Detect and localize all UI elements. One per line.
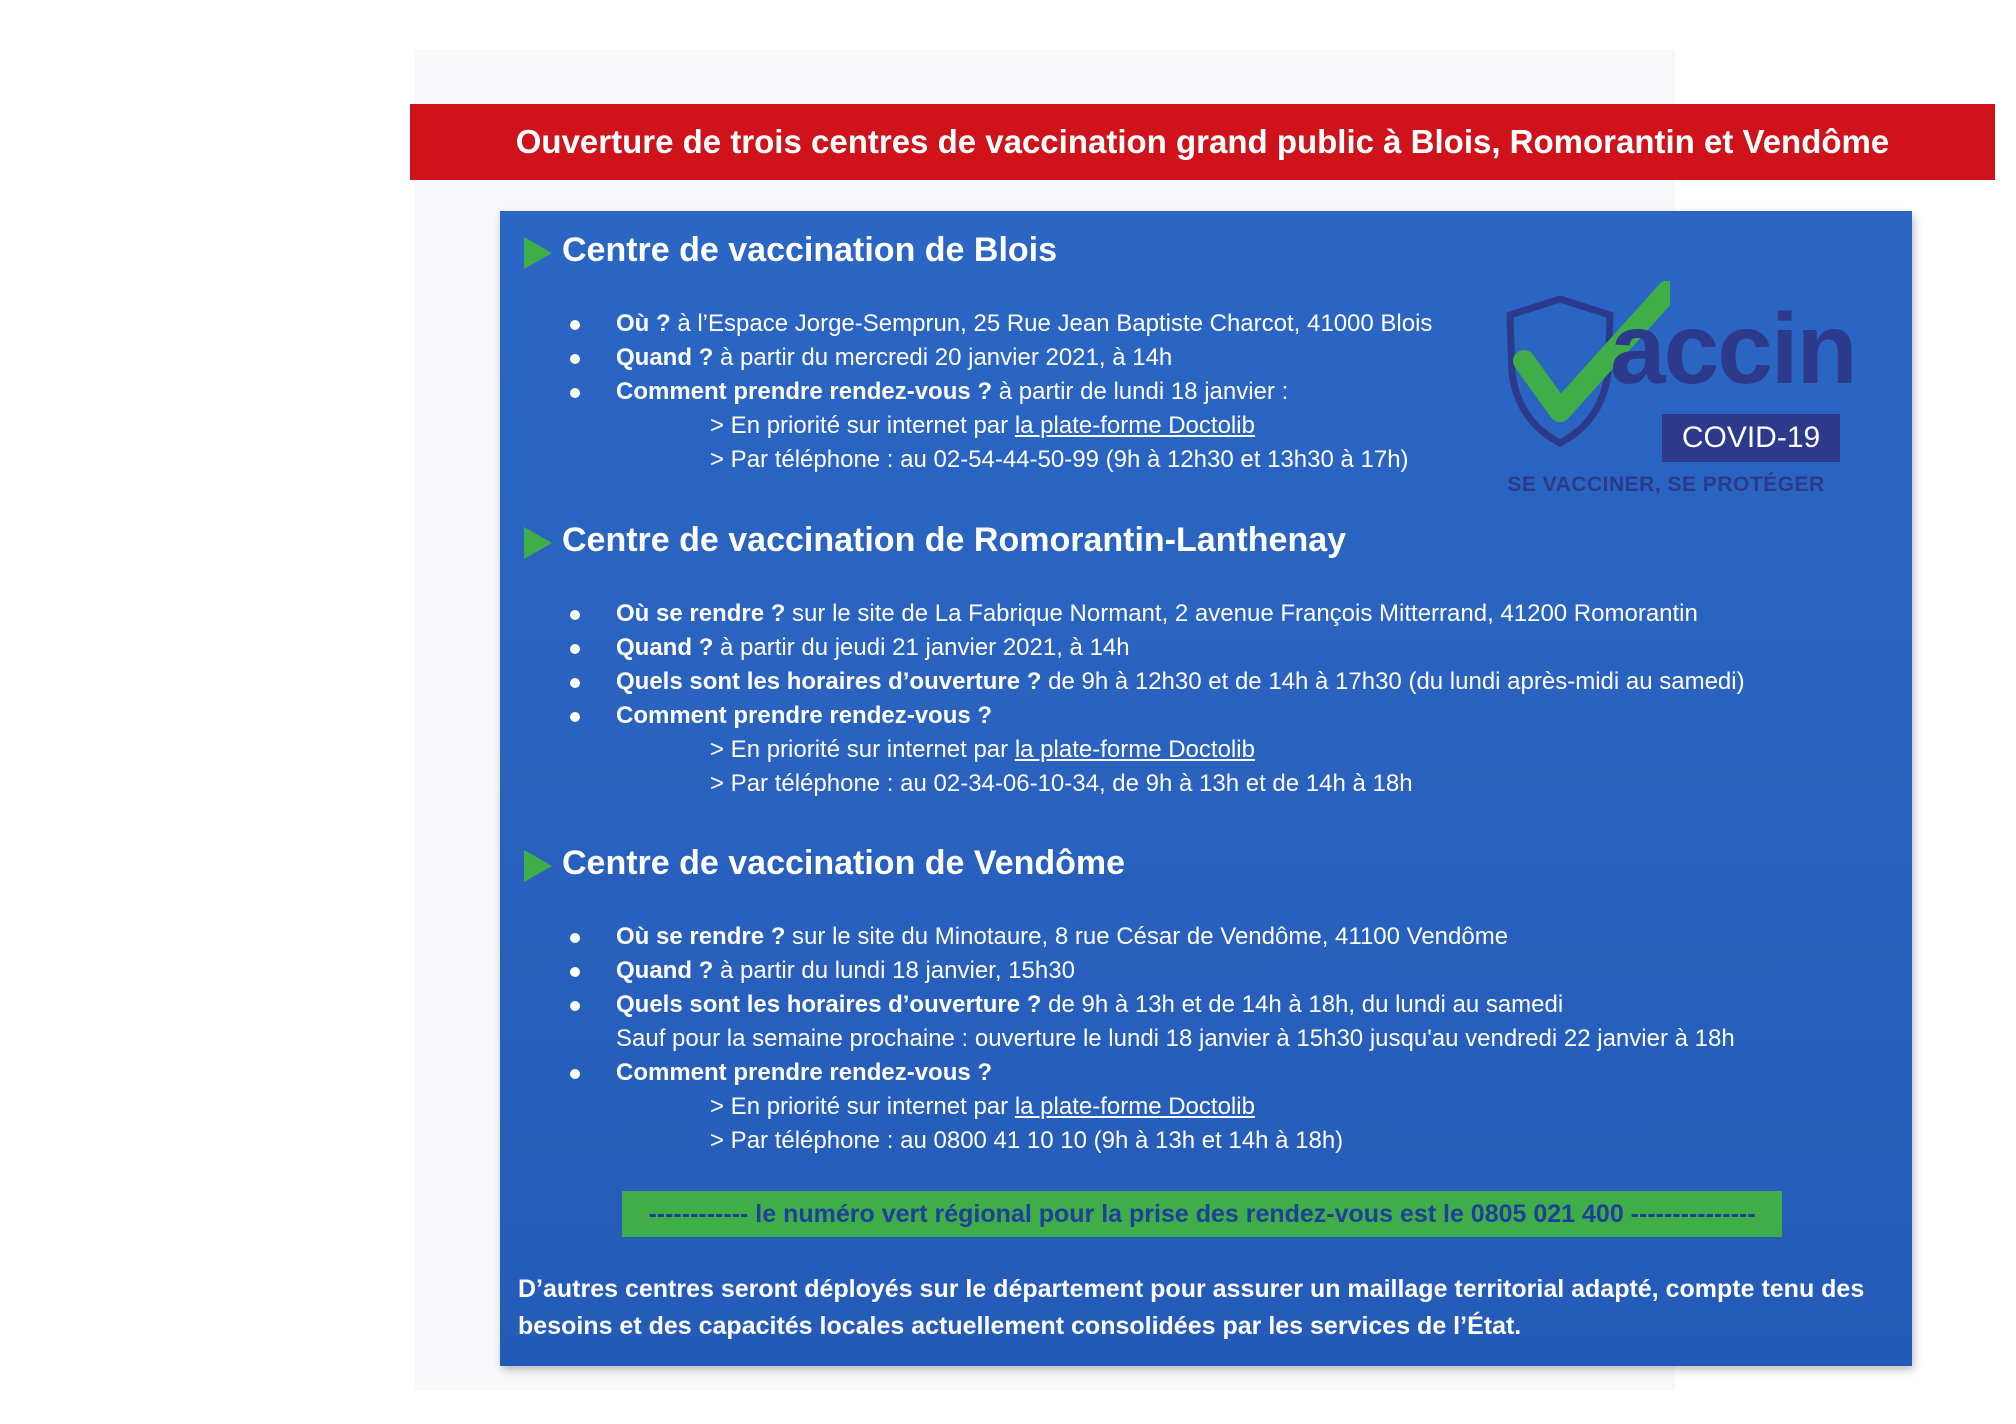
internet-prefix: > En priorité sur internet par <box>710 412 1015 439</box>
bullet-icon <box>570 320 580 330</box>
value: à partir de lundi 18 janvier : <box>992 378 1289 405</box>
phone-text: > Par téléphone : au 0800 41 10 10 (9h à 13h et 14h à 18h) <box>710 1127 1344 1154</box>
bullet-icon <box>570 678 580 688</box>
phone-text: > Par téléphone : au 02-34-06-10-34, de 9h à 13h et de 14h à 18h <box>710 770 1413 797</box>
bullet-icon <box>570 933 580 943</box>
bullet-icon <box>570 388 580 398</box>
doctolib-link[interactable]: la plate-forme Doctolib <box>1014 412 1255 439</box>
play-arrow-icon <box>524 527 552 559</box>
value: à l’Espace Jorge-Semprun, 25 Rue Jean Baptiste Charcot, 41000 Blois <box>670 310 1433 337</box>
green-number-notice <box>622 1191 1782 1237</box>
label: Comment prendre rendez-vous ? <box>616 378 993 405</box>
label: Quand ? <box>616 344 714 371</box>
list-item-continuation <box>500 1022 1912 1056</box>
sub-item <box>500 443 1912 477</box>
bullet-icon <box>570 644 580 654</box>
value: à partir du jeudi 21 janvier 2021, à 14h <box>713 634 1130 661</box>
banner-title: Ouverture de trois centres de vaccination grand public à Blois, Romorantin et Vendôme <box>515 123 1890 160</box>
value: sur le site du Minotaure, 8 rue César de Vendôme, 41100 Vendôme <box>785 923 1509 950</box>
value: à partir du lundi 18 janvier, 15h30 <box>713 957 1075 984</box>
exception-text: Sauf pour la semaine prochaine : ouverture le lundi 18 janvier à 15h30 jusqu'au vendredi 22 janvier à 18h <box>616 1025 1735 1052</box>
sub-item <box>500 767 1912 801</box>
label: Où se rendre ? <box>616 923 786 950</box>
label: Où ? <box>616 310 671 337</box>
bullet-icon <box>570 967 580 977</box>
info-panel <box>500 211 1912 1366</box>
label: Quels sont les horaires d’ouverture ? <box>616 991 1042 1018</box>
section-title: Centre de vaccination de Romorantin-Lanthenay <box>562 521 1347 559</box>
label: Où se rendre ? <box>616 600 786 627</box>
value: sur le site de La Fabrique Normant, 2 avenue François Mitterrand, 41200 Romorantin <box>785 600 1698 627</box>
phone-text: > Par téléphone : au 02-54-44-50-99 (9h à 12h30 et 13h30 à 17h) <box>710 446 1409 473</box>
logo-word: accin <box>1610 293 1856 405</box>
play-arrow-icon <box>524 237 552 269</box>
bullet-icon <box>570 610 580 620</box>
label: Quels sont les horaires d’ouverture ? <box>616 668 1042 695</box>
bullet-icon <box>570 1001 580 1011</box>
doctolib-link[interactable]: la plate-forme Doctolib <box>1014 1093 1255 1120</box>
sub-item <box>500 1090 1912 1124</box>
section-title: Centre de vaccination de Vendôme <box>562 844 1126 882</box>
list-item <box>500 954 1912 988</box>
value: à partir du mercredi 20 janvier 2021, à 14h <box>713 344 1173 371</box>
list-item <box>500 920 1912 954</box>
list-item <box>500 1056 1912 1090</box>
logo-tagline: SE VACCINER, SE PROTÉGER <box>1507 473 1825 496</box>
doctolib-link[interactable]: la plate-forme Doctolib <box>1014 736 1255 763</box>
list-item <box>500 597 1912 631</box>
list-item <box>500 375 1912 409</box>
play-arrow-icon <box>524 850 552 882</box>
value: de 9h à 12h30 et de 14h à 17h30 (du lundi après-midi au samedi) <box>1041 668 1745 695</box>
list-item <box>500 699 1912 733</box>
sub-item <box>500 733 1912 767</box>
sub-item <box>500 409 1912 443</box>
label: Quand ? <box>616 634 714 661</box>
value: de 9h à 13h et de 14h à 18h, du lundi au samedi <box>1041 991 1564 1018</box>
sub-item <box>500 1124 1912 1158</box>
bullet-icon <box>570 712 580 722</box>
section-title: Centre de vaccination de Blois <box>562 231 1058 269</box>
list-item <box>500 341 1912 375</box>
label: Comment prendre rendez-vous ? <box>616 1059 993 1086</box>
notice-text: ------------ le numéro vert régional pour la prise des rendez-vous est le 0805 021 400 --------------- <box>648 1199 1756 1228</box>
list-item <box>500 665 1912 699</box>
bullet-icon <box>570 1069 580 1079</box>
internet-prefix: > En priorité sur internet par <box>710 736 1015 763</box>
covid-badge: COVID-19 <box>1662 414 1840 462</box>
list-item <box>500 631 1912 665</box>
bullet-icon <box>570 354 580 364</box>
label: Quand ? <box>616 957 714 984</box>
list-item <box>500 307 1912 341</box>
header-banner <box>410 104 1995 180</box>
internet-prefix: > En priorité sur internet par <box>710 1093 1015 1120</box>
footer-text: D’autres centres seront déployés sur le département pour assurer un maillage territorial adapté, compte tenu des besoins et des capacités locales actuellement consolidées par les services de l’État. <box>518 1275 1865 1340</box>
label: Comment prendre rendez-vous ? <box>616 702 993 729</box>
list-item <box>500 988 1912 1022</box>
